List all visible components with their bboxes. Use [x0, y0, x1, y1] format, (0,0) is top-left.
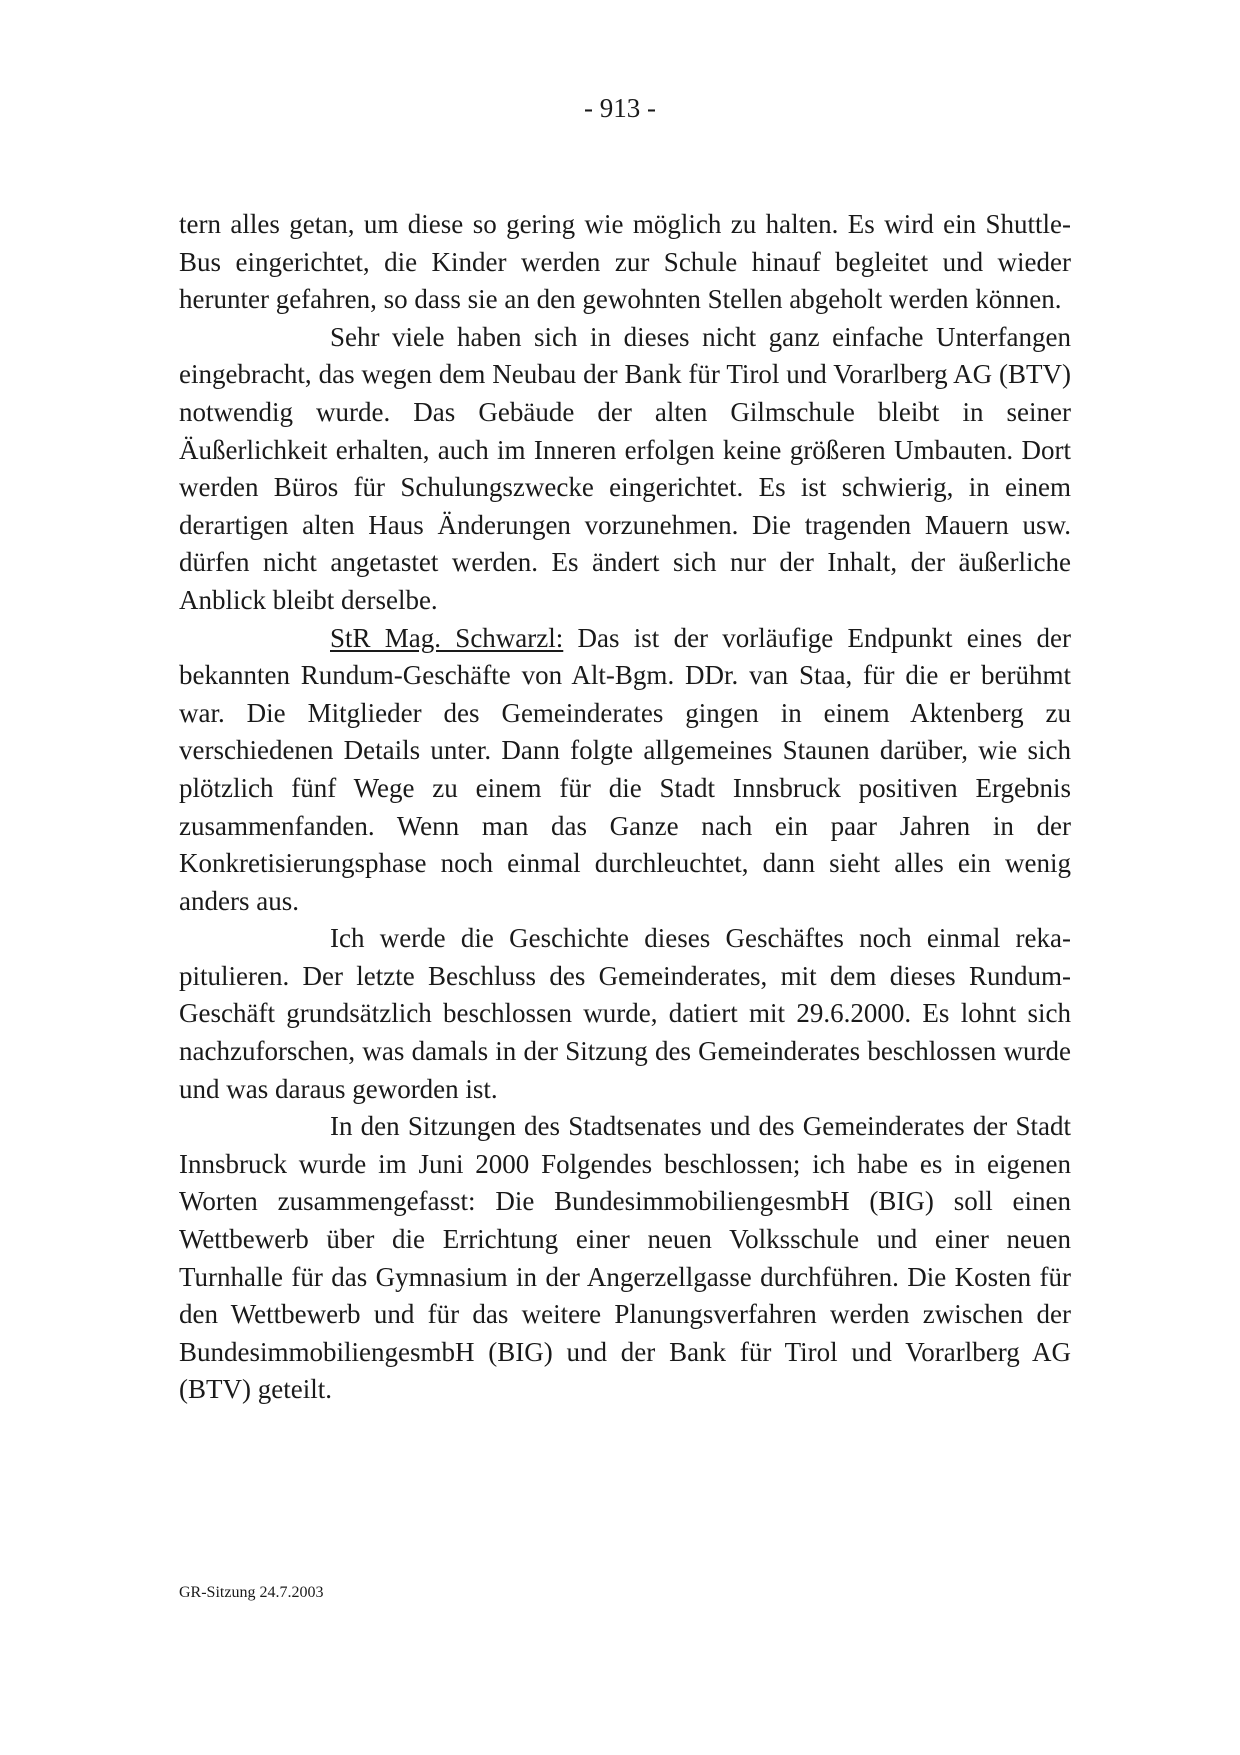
- paragraph-3: [179, 620, 1071, 921]
- footer-session-label: GR-Sitzung 24.7.2003: [179, 1584, 324, 1601]
- speaker-name: StR Mag. Schwarzl:: [330, 622, 564, 653]
- paragraph-2: Sehr viele haben sich in dieses nicht ganz einfache Unterfangen eingebracht, das wegen dem Neubau der Bank für Tirol und Vorarlberg AG (BTV) notwendig wurde. Das Gebäude der alten Gilmschule bleibt in seiner Äußerlichkeit erhalten, auch im Inneren erfolgen keine größeren Umbauten. Dort werden Büros für Schulungszwecke eingerichtet. Es ist schwierig, in einem derartigen alten Haus Änderungen vorzunehmen. Die tragenden Mauern usw. dürfen nicht angetastet werden. Es ändert sich nur der Inhalt, der äußerliche Anblick bleibt derselbe.: [179, 321, 1071, 615]
- paragraph-1: tern alles getan, um diese so gering wie möglich zu halten. Es wird ein Shuttle-Bus eingerichtet, die Kinder werden zur Schule hinauf begleitet und wieder herunter gefahren, so dass sie an den gewohnten Stellen abgeholt werden können.: [179, 209, 1071, 315]
- paragraph-4: Ich werde die Geschichte dieses Geschäftes noch einmal rekapitulieren. Der letzte Beschluss des Gemeinderates, mit dem dieses Rundum-Geschäft grundsätzlich beschlossen wurde, datiert mit 29.6.2000. Es lohnt sich nachzuforschen, was damals in der Sitzung des Gemeinderates beschlossen wurde und was daraus geworden ist.: [179, 923, 1071, 1104]
- paragraph-3-text: Das ist der vorläufige Endpunkt eines der bekannten Rundum-Geschäfte von Alt-Bgm. DDr. van Staa, für die er berühmt war. Die Mitglieder des Gemeinderates gingen in einem Aktenberg zu verschiedenen Details unter. Dann folgte allgemeines Staunen darüber, wie sich plötzlich fünf Wege zu einem für die Stadt Innsbruck positiven Ergebnis zusammenfanden. Wenn man das Ganze nach ein paar Jahren in der Konkretisierungsphase noch einmal durchleuchtet, dann sieht alles ein wenig anders aus.: [179, 622, 1071, 916]
- page-number: - 913 -: [584, 93, 656, 123]
- document-body: [179, 206, 1071, 1409]
- paragraph-5: In den Sitzungen des Stadtsenates und des Gemeinderates der Stadt Innsbruck wurde im Juni 2000 Folgendes beschlossen; ich habe es in eigenen Worten zusammengefasst: Die BundesimmobiliengesmbH (BIG) soll einen Wettbewerb über die Errichtung einer neuen Volksschule und einer neuen Turnhalle für das Gymnasium in der Angerzellgasse durchführen. Die Kosten für den Wettbewerb und für das weitere Planungsverfahren werden zwischen der BundesimmobiliengesmbH (BIG) und der Bank für Tirol und Vorarlberg AG (BTV) geteilt.: [179, 1111, 1071, 1405]
